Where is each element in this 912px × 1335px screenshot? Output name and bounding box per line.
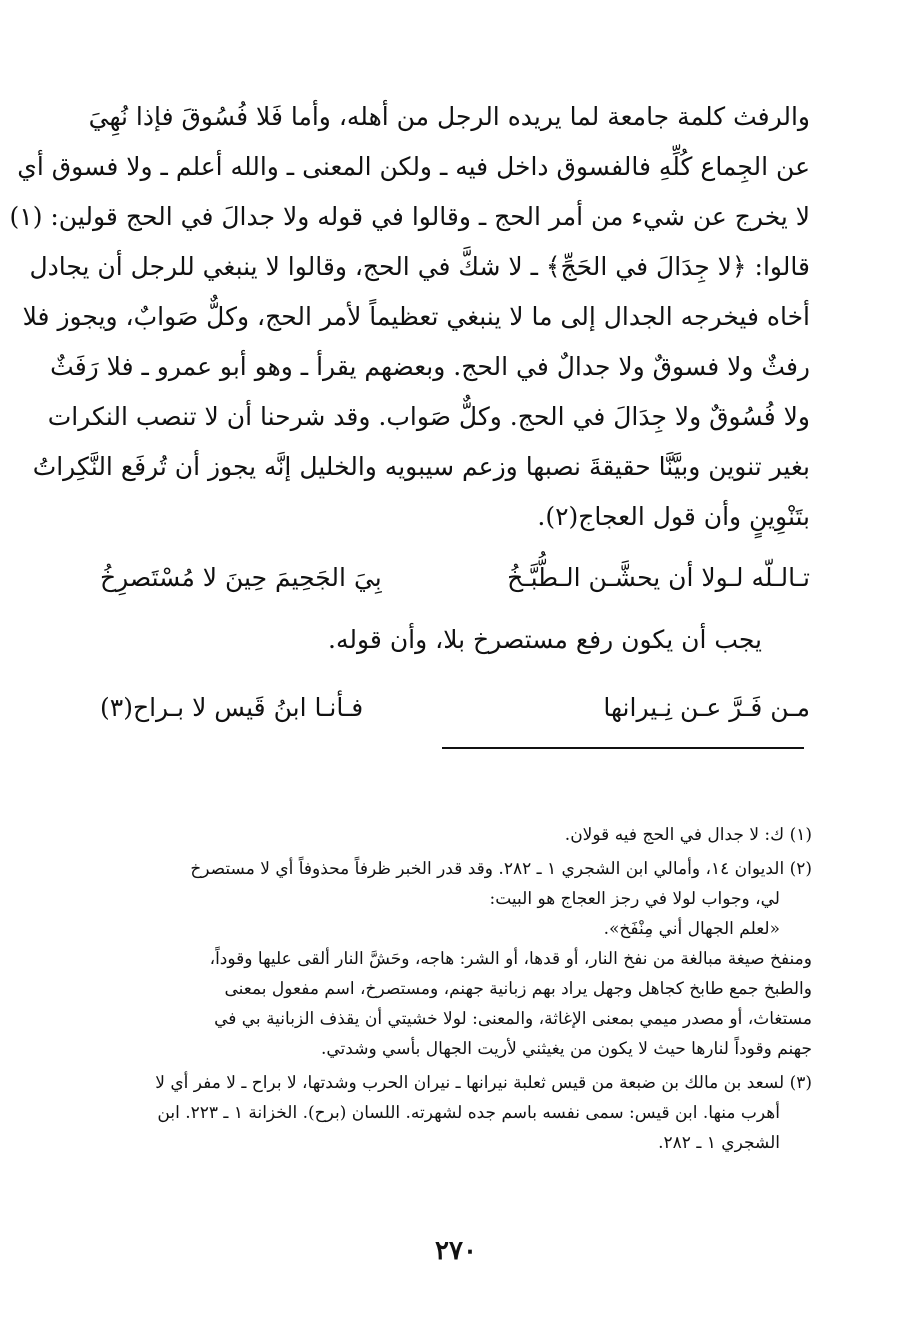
footnote-line: «لعلم الجهال أني مِنْفَخ». [603,919,780,939]
footnote-line: مستغاث، أو مصدر ميمي بمعنى الإغاثة، والمعنى: لولا خشيتي أن يقذف الزبانية بي في [214,1009,812,1029]
verse-hemistich-right: مـن فَـرَّ عـن نِـيرانها [603,693,810,722]
footnote-3 [100,1068,812,1158]
footnotes [100,820,812,1162]
footnote-line: الشجري ١ ـ ٢٨٢. [658,1133,780,1153]
footnote-line: (١) ك: لا جدال في الحج فيه قولان. [564,825,812,845]
main-text-line: لا يخرج عن شيء من أمر الحج ـ وقالوا في قوله ولا جدالَ في الحج قولين: (١) [9,202,810,231]
main-text-line: عن الجِماع كُلِّهِ فالفسوق داخل فيه ـ ولكن المعنى ـ والله أعلم ـ ولا فسوق أي [17,152,810,181]
footnote-line: (٣) لسعد بن مالك بن ضبعة من قيس ثعلبة نيرانها ـ نيران الحرب وشدتها، لا براح ـ لا مفر أي لا [155,1073,812,1093]
footnote-line: لي، وجواب لولا في رجز العجاج هو البيت: [489,889,780,909]
main-text-line: والرفث كلمة جامعة لما يريده الرجل من أهله، وأما فَلا فُسُوقَ فإذا نُهِيَ [88,102,810,131]
footnote-1 [100,820,812,850]
verse-hemistich-left: فـأنـا ابنُ قَيس لا بـراح(٣) [100,693,364,722]
page-number: ٢٧٠ [435,1236,477,1266]
main-text-line: ولا فُسُوقٌ ولا جِدَالَ في الحج. وكلٌّ صَواب. وقد شرحنا أن لا تنصب النكرات [47,402,810,431]
verse-hemistich-left: بِيَ الجَحِيمَ حِينَ لا مُسْتَصرِخُ [100,563,382,592]
main-text-line: رفثٌ ولا فسوقٌ ولا جدالٌ في الحج. وبعضهم يقرأ ـ وهو أبو عمرو ـ فلا رَفَثٌ [50,352,810,381]
footnote-separator [442,747,804,749]
main-text [9,92,810,542]
bridge-text: يجب أن يكون رفع مستصرخ بلا، وأن قوله. [328,625,762,654]
verse-hemistich-right: تـالـلّه لـولا أن يحشَّـن الـطُّبَّـخُ [507,563,810,592]
footnote-line: جهنم وقوداً لنارها حيث لا يكون من يغيثني لأريت الجهال بأسي وشدتي. [320,1039,812,1059]
footnote-line: ومنفخ صيغة مبالغة من نفخ النار، أو قدها، أو الشر: هاجه، وحَشَّ النار ألقى عليها وقوداً، [209,949,812,969]
footnote-2 [100,854,812,1064]
poetry-verse-2 [100,686,810,730]
footnote-line: والطبخ جمع طابخ كجاهل وجهل يراد بهم زبانية جهنم، ومستصرخ، اسم مفعول بمعنى [224,979,812,999]
footnote-line: أهرب منها. ابن قيس: سمى نفسه باسم جده لشهرته. اللسان (برح). الخزانة ١ ـ ٢٢٣. ابن [157,1103,780,1123]
poetry-verse-1 [100,556,810,600]
main-text-line: قالوا: ﴿لا جِدَالَ في الحَجِّ﴾ ـ لا شكَّ في الحج، وقالوا لا ينبغي للرجل أن يجادل [29,252,810,281]
main-text-line: أخاه فيخرجه الجدال إلى ما لا ينبغي تعظيماً لأمر الحج، وكلٌّ صَوابٌ، ويجوز فلا [22,302,810,331]
main-text-line: بغير تنوين وبيَّنَّا حقيقةَ نصبها وزعم سيبويه والخليل إنَّه يجوز أن تُرفَع النَّكِراتُ [32,452,810,481]
main-text-line: بتَنْوِينٍ وأن قول العجاج(٢). [537,502,810,531]
footnote-line: (٢) الديوان ١٤، وأمالي ابن الشجري ١ ـ ٢٨٢. وقد قدر الخبر ظرفاً محذوفاً أي لا مستصرخ [190,859,812,879]
